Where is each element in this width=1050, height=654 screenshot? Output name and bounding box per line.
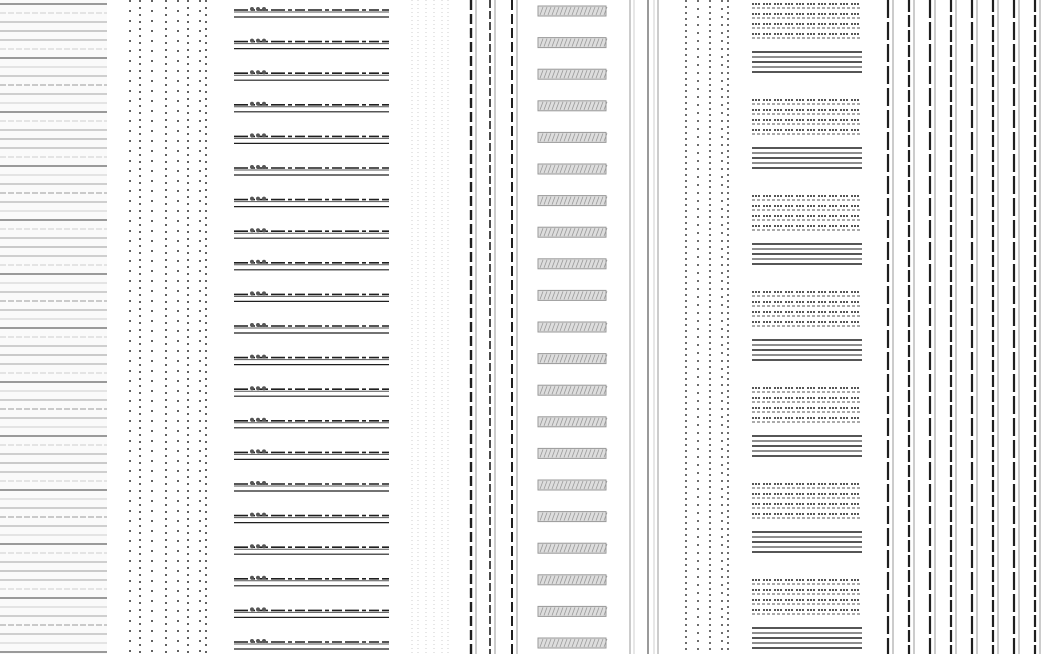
gray-vertical-rules [628, 0, 662, 654]
dark-vertical-dashes [884, 0, 1050, 654]
vertical-dotted-lines-2 [682, 0, 732, 654]
dash-and-rule-blocks [750, 0, 864, 654]
vertical-dotted-lines [126, 0, 210, 654]
horizontal-stripe-band-graphic [0, 0, 107, 654]
vertical-dashed-lines [466, 0, 522, 654]
faint-vertical-dots-graphic [408, 0, 450, 654]
faint-vertical-dots [408, 0, 450, 654]
ornamental-rule-rows [232, 0, 392, 654]
vertical-dotted-lines-2-graphic [682, 0, 732, 654]
hatched-bar-rows-graphic [536, 0, 608, 654]
dark-vertical-dashes-graphic [884, 0, 1050, 654]
dash-and-rule-blocks-graphic [750, 0, 864, 654]
gray-vertical-rules-graphic [628, 0, 662, 654]
vertical-dotted-lines-graphic [126, 0, 210, 654]
vertical-dashed-lines-graphic [466, 0, 522, 654]
horizontal-stripe-band [0, 0, 107, 654]
ornamental-rule-rows-graphic [232, 0, 392, 654]
hatched-bar-rows [536, 0, 608, 654]
